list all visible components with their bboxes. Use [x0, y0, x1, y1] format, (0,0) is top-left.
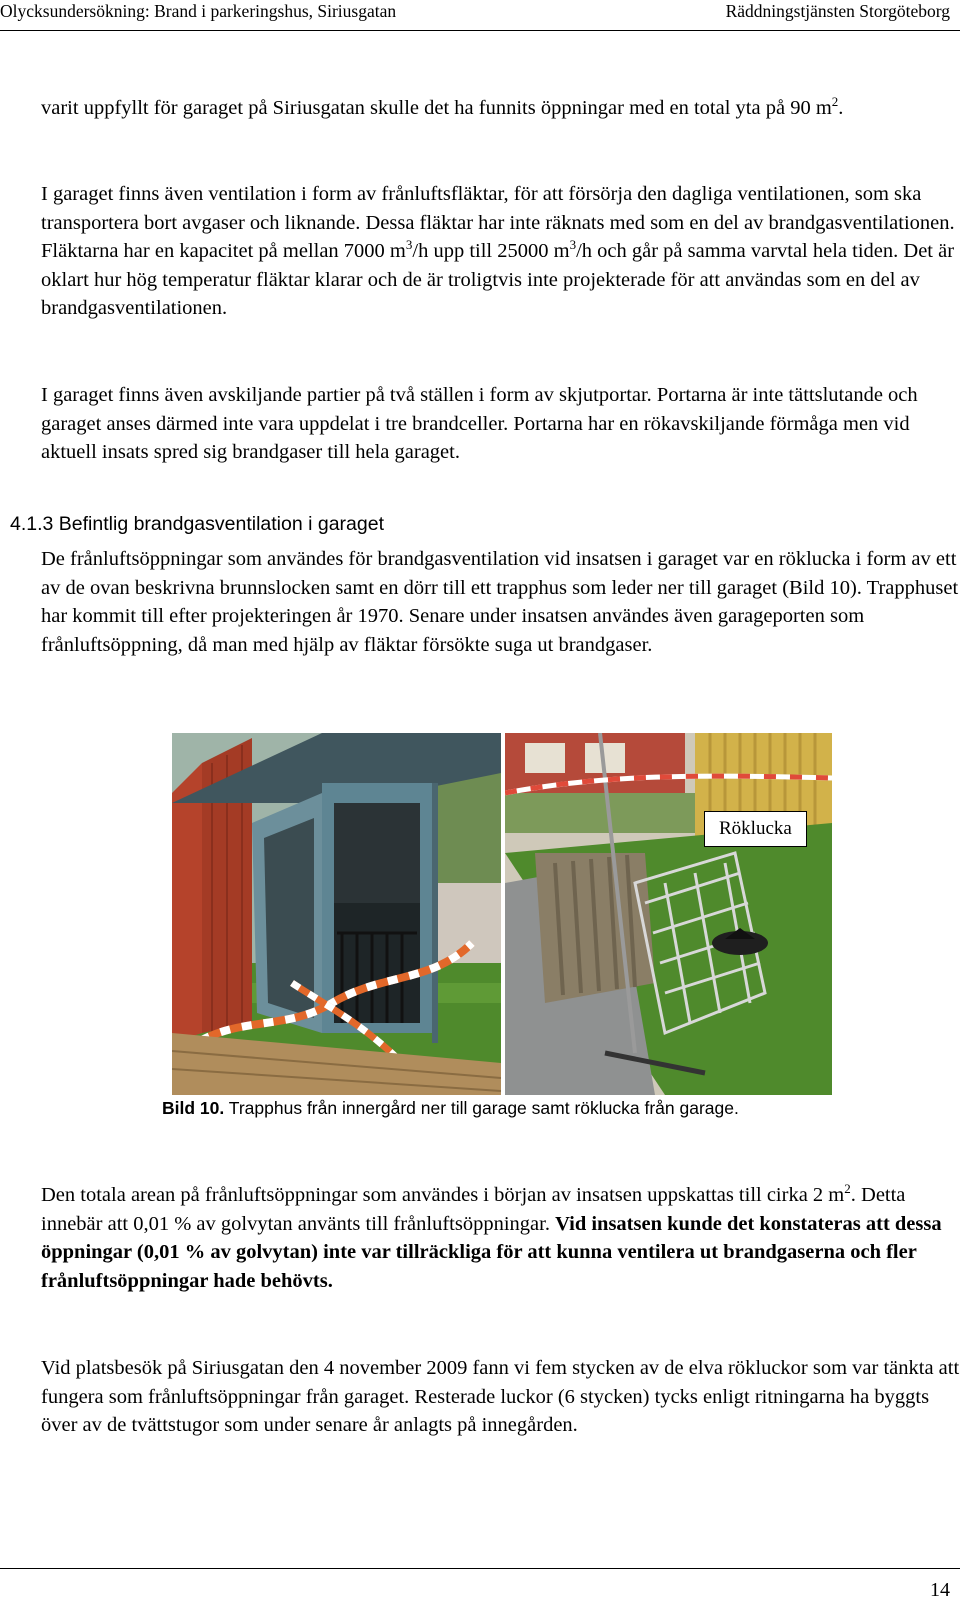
- superscript: 3: [569, 237, 577, 253]
- paragraph-4: De frånluftsöppningar som användes för brandgasventilation vid insatsen i garaget var en röklucka i form av ett av de ovan beskrivna brunnslocken samt en dörr till ett trapphus som leder ner till garaget (Bild 10). Trapphuset har kommit till efter projekteringen år 1970. Senare under insatsen användes även garageporten som frånluftsöppning, då man med hjälp av fläktar försökte suga ut brandgaser.: [41, 548, 959, 656]
- paragraph-5: [41, 1181, 960, 1295]
- label-smoke-hatch: Röklucka: [704, 811, 807, 847]
- paragraph-1-end: .: [838, 97, 844, 119]
- caption-text: Trapphus från innergård ner till garage samt röklucka från garage.: [224, 1098, 739, 1118]
- footer-divider: [0, 1568, 960, 1569]
- paragraph-5-text-b: . Detta innebär att 0,01 % av golvytan använts till frånluftsöppningar.: [41, 1184, 906, 1235]
- paragraph-2-text-a: I garaget finns även ventilation i form av frånluftsfläktar, för att försörja den dagliga ventilationen, som ska transportera bort avgaser och liknande. Dessa fläktar har inte räknats med som en del av brandgasventilationen. Fläktarna har en kapacitet på mellan 7000 m: [41, 183, 955, 263]
- paragraph-2: [41, 180, 960, 323]
- figure-bild-10: [172, 733, 832, 1095]
- superscript: 2: [844, 1181, 851, 1197]
- paragraph-6: Vid platsbesök på Siriusgatan den 4 november 2009 fann vi fem stycken av de elva rökluckor som var tänkta att fungera som frånluftsöppningar från garaget. Resterade luckor (6 stycken) tycks enligt ritningarna ha byggts över av de tvättstugor som under senare år anlagts på innegården.: [41, 1357, 960, 1437]
- paragraph-1: [41, 94, 960, 123]
- paragraph-5-bold-conclusion: Vid insatsen kunde det konstateras att dessa öppningar (0,01 % av golvytan) inte var tillräckliga för att kunna ventilera ut brandgaserna och fler frånluftsöppningar hade behövts.: [41, 1212, 942, 1292]
- section-heading: 4.1.3 Befintlig brandgasventilation i garaget: [10, 513, 385, 535]
- paragraph-1-text: varit uppfyllt för garaget på Siriusgatan skulle det ha funnits öppningar med en total yta på 90 m: [41, 97, 832, 119]
- caption-label: Bild 10.: [162, 1098, 225, 1118]
- superscript: 3: [405, 237, 413, 253]
- paragraph-3: I garaget finns även avskiljande partier på två ställen i form av skjutportar. Portarna är inte tättslutande och garaget anses därmed inte vara uppdelat i tre brandceller. Portarna har en rökavskiljande förmåga men vid aktuell insats spred sig brandgaser till hela garaget.: [41, 384, 918, 464]
- paragraph-5-text-a: Den totala arean på frånluftsöppningar som användes i början av insatsen uppskattas till cirka 2 m: [41, 1184, 845, 1206]
- paragraph-2-text-b: /h upp till 25000 m: [412, 240, 570, 263]
- page-header: [0, 0, 960, 31]
- photo-stairwell-shed: [172, 733, 501, 1095]
- photo-smoke-hatch: [505, 733, 832, 1095]
- paragraph-2-text-c: /h och går på samma varvtal hela tiden. Det är oklart hur hög temperatur fläktar klarar och de är troligtvis inte projekterade för att användas som en del av brandgasventilationen.: [41, 240, 955, 320]
- page-number: 14: [930, 1579, 950, 1601]
- superscript: 2: [831, 94, 839, 110]
- header-organization: Räddningstjänsten Storgöteborg: [725, 1, 950, 21]
- figure-caption: [162, 1096, 739, 1120]
- header-document-title: Olycksundersökning: Brand i parkeringshus, Siriusgatan: [0, 1, 397, 21]
